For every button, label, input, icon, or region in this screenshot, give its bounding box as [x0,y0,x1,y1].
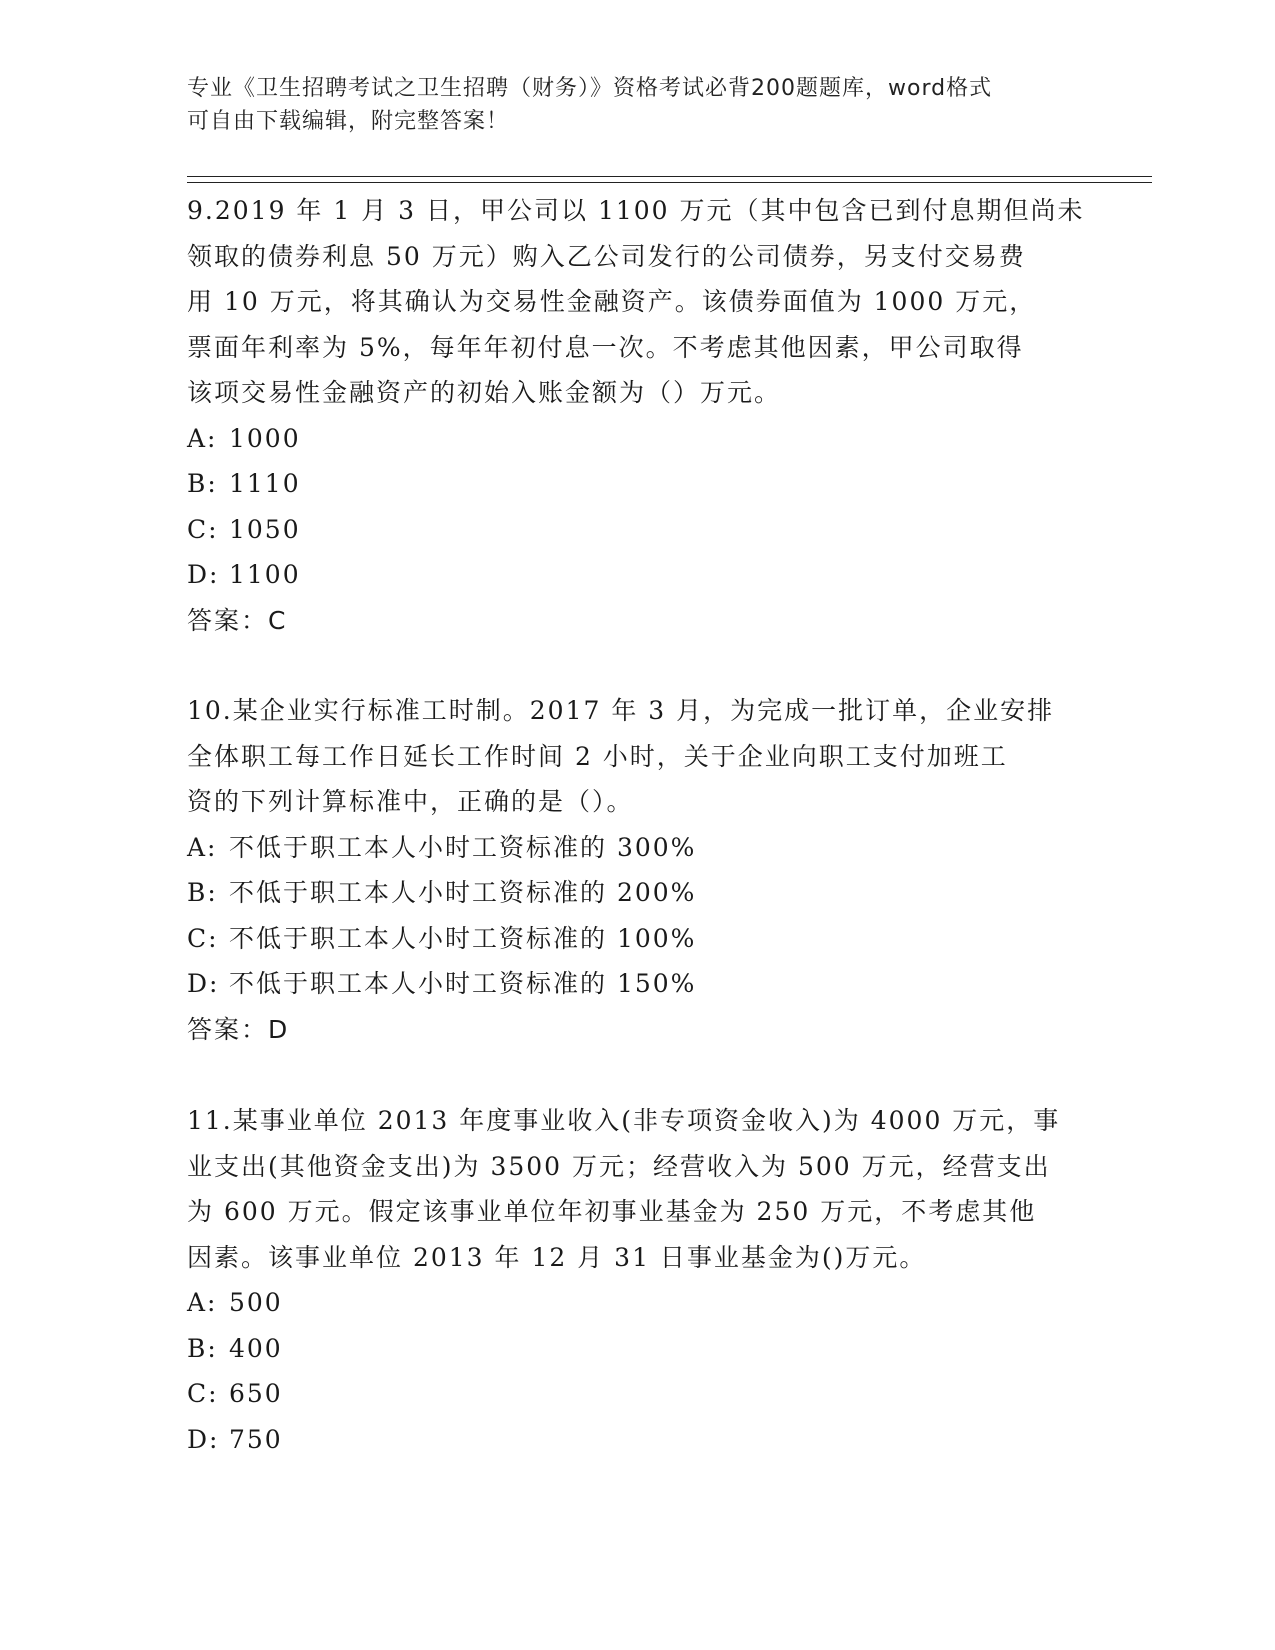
question-stem-line: 全体职工每工作日延长工作时间 2 小时，关于企业向职工支付加班工 [187,741,1008,771]
question-9 [187,188,1087,643]
answer-line: 答案：C [187,605,288,635]
option-letter: D: [187,969,220,998]
option-text: 500 [229,1288,283,1317]
option-letter: A: [187,423,218,453]
option-text: 400 [229,1333,283,1363]
header-divider-top [187,176,1152,177]
option-a [187,825,1087,871]
option-text: 750 [229,1424,283,1454]
question-stem-line: 领取的债券利息 50 万元）购入乙公司发行的公司债券，另支付交易费 [187,241,1026,271]
question-stem-line: 因素。该事业单位 2013 年 12 月 31 日事业基金为()万元。 [187,1242,927,1272]
option-text: 1000 [229,423,301,453]
option-text: 不低于职工本人小时工资标准的 100% [229,923,697,953]
option-letter: B: [187,1333,218,1363]
document-header [187,72,1067,138]
option-text: 不低于职工本人小时工资标准的 200% [229,878,697,907]
question-10 [187,688,1087,1052]
option-letter: B: [187,469,218,498]
question-stem-line: 资的下列计算标准中，正确的是（）。 [187,787,634,816]
option-letter: D: [187,560,220,589]
option-b [187,870,1087,916]
question-stem-line: 票面年利率为 5%，每年年初付息一次。不考虑其他因素，甲公司取得 [187,332,1024,362]
question-stem-line: 10.某企业实行标准工时制。2017 年 3 月，为完成一批订单，企业安排 [187,696,1055,725]
option-text: 1100 [229,560,301,589]
option-letter: B: [187,878,218,907]
question-stem-line: 该项交易性金融资产的初始入账金额为（）万元。 [187,378,782,407]
question-11 [187,1098,1087,1462]
option-letter: D: [187,1424,220,1454]
option-d [187,1417,1087,1463]
option-letter: A: [187,832,218,862]
option-c [187,507,1087,553]
option-a [187,1280,1087,1326]
option-c [187,1371,1087,1417]
question-stem-line: 业支出(其他资金支出)为 3500 万元；经营收入为 500 万元，经营支出 [187,1151,1051,1181]
option-b [187,461,1087,507]
option-text: 不低于职工本人小时工资标准的 150% [229,969,697,998]
answer-line: 答案：D [187,1014,290,1044]
option-text: 1110 [229,469,301,498]
option-d [187,961,1087,1007]
option-letter: C: [187,1379,219,1408]
option-letter: C: [187,514,219,544]
question-stem-line: 9.2019 年 1 月 3 日，甲公司以 1100 万元（其中包含已到付息期但尚未 [187,196,1085,225]
question-stem-line: 用 10 万元，将其确认为交易性金融资产。该债券面值为 1000 万元， [187,287,1037,316]
question-stem-line: 为 600 万元。假定该事业单位年初事业基金为 250 万元，不考虑其他 [187,1197,1037,1226]
option-d [187,552,1087,598]
header-line-2: 可自由下载编辑，附完整答案！ [187,109,510,134]
header-divider-bottom [187,182,1152,183]
option-text: 不低于职工本人小时工资标准的 300% [229,832,697,862]
question-stem-line: 11.某事业单位 2013 年度事业收入(非专项资金收入)为 4000 万元，事 [187,1106,1061,1135]
option-letter: A: [187,1288,218,1317]
header-line-1: 专业《卫生招聘考试之卫生招聘（财务）》资格考试必背200题题库，word格式 [187,76,993,101]
option-text: 1050 [229,514,301,544]
option-letter: C: [187,923,219,953]
option-c [187,916,1087,962]
option-b [187,1326,1087,1372]
option-a [187,416,1087,462]
option-text: 650 [229,1379,283,1408]
